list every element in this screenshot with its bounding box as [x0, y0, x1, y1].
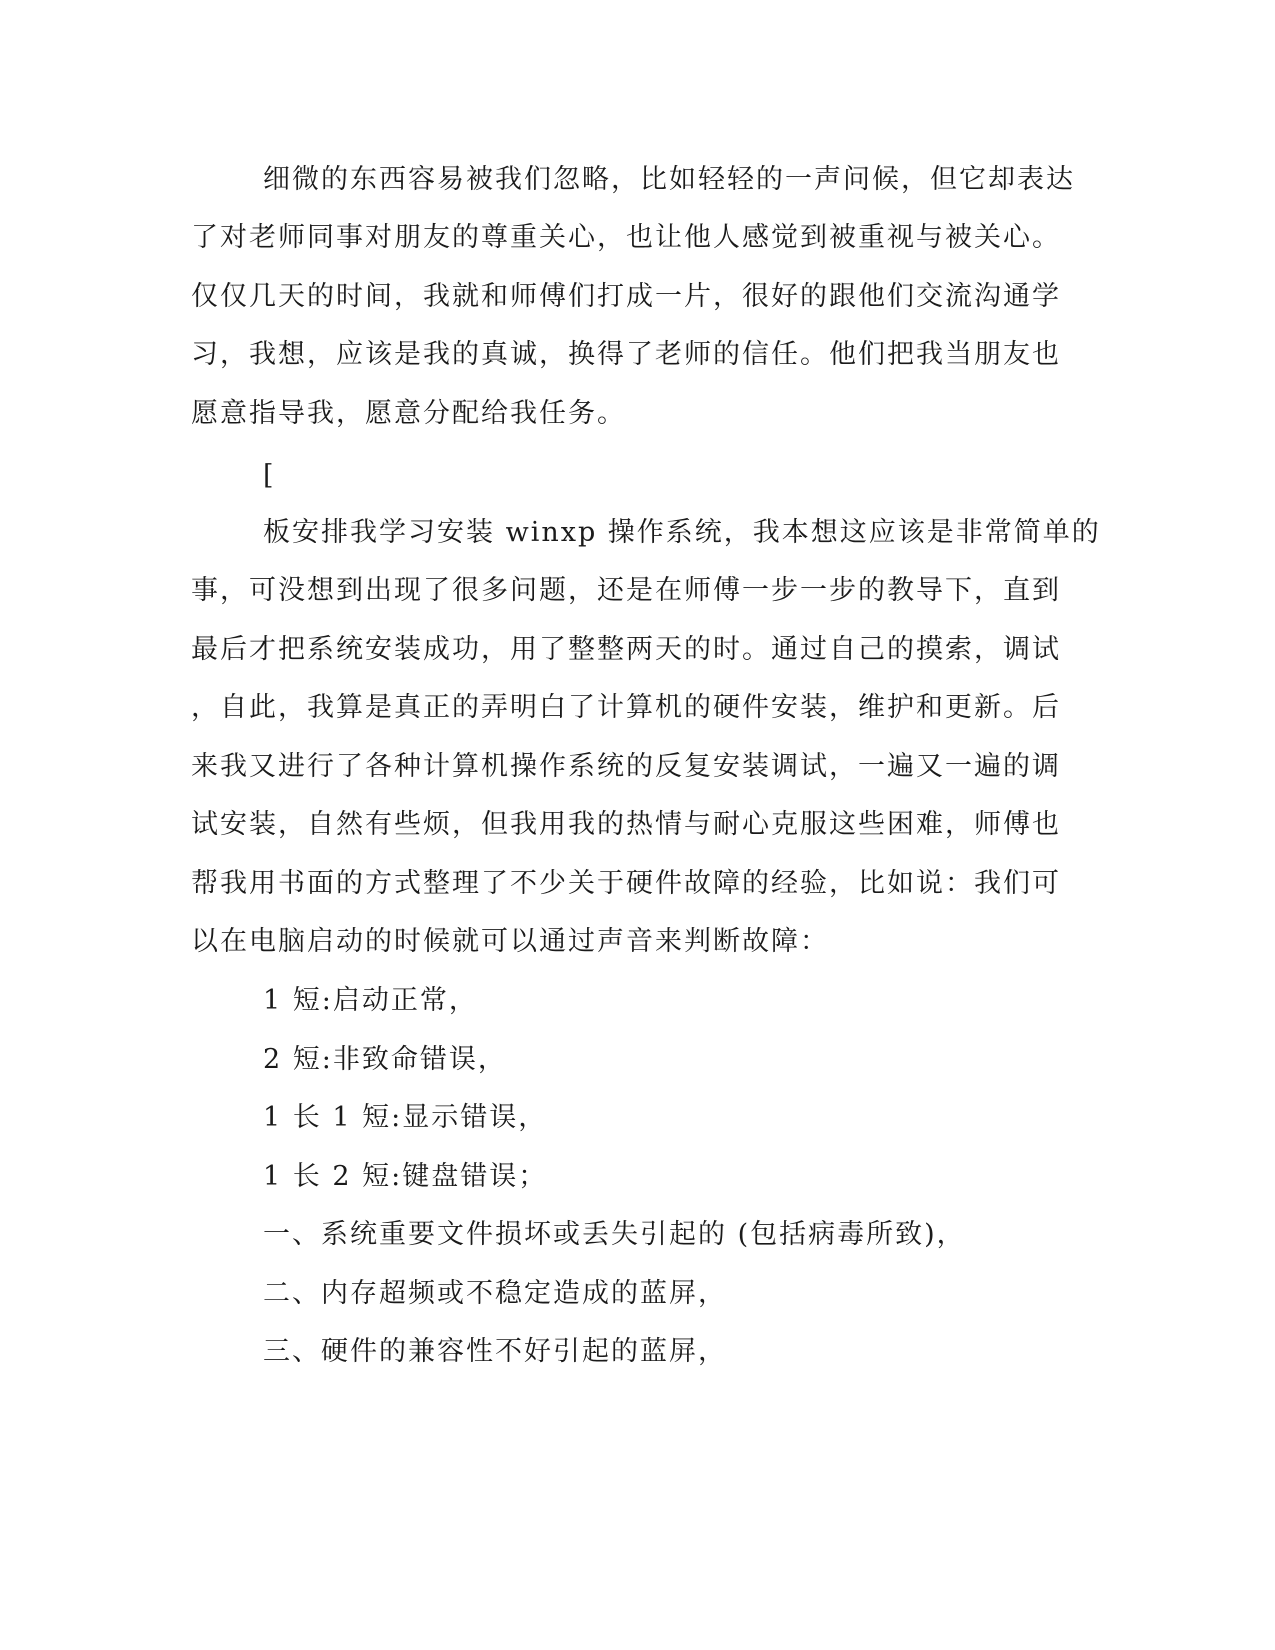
list-item: 二、内存超频或不稳定造成的蓝屏， [263, 1278, 727, 1309]
paragraph-line: 帮我用书面的方式整理了不少关于硬件故障的经验，比如说：我们可 [191, 868, 1061, 899]
paragraph-line: 来我又进行了各种计算机操作系统的反复安装调试，一遍又一遍的调 [191, 751, 1061, 782]
paragraph-line: ，自此，我算是真正的弄明白了计算机的硬件安装，维护和更新。后 [191, 692, 1061, 723]
list-item: 1 短:启动正常， [263, 985, 478, 1016]
paragraph-line: 习，我想，应该是我的真诚，换得了老师的信任。他们把我当朋友也 [191, 339, 1061, 370]
paragraph-line: 愿意指导我，愿意分配给我任务。 [191, 398, 626, 429]
list-item: 三、硬件的兼容性不好引起的蓝屏， [263, 1336, 727, 1367]
paragraph-line: 最后才把系统安装成功，用了整整两天的时。通过自己的摸索，调试 [191, 634, 1061, 665]
list-item: 1 长 1 短:显示错误， [263, 1102, 548, 1133]
bracket-line: [ [263, 460, 276, 491]
list-item: 2 短:非致命错误， [263, 1044, 507, 1075]
paragraph-line: 事，可没想到出现了很多问题，还是在师傅一步一步的教导下，直到 [191, 575, 1061, 606]
paragraph-line: 仅仅几天的时间，我就和师傅们打成一片，很好的跟他们交流沟通学 [191, 281, 1061, 312]
paragraph-line: 细微的东西容易被我们忽略，比如轻轻的一声问候，但它却表达 [263, 164, 1075, 195]
list-item: 一、系统重要文件损坏或丢失引起的 (包括病毒所致)， [263, 1219, 966, 1250]
paragraph-line: 以在电脑启动的时候就可以通过声音来判断故障： [191, 926, 829, 957]
paragraph-line: 试安装，自然有些烦，但我用我的热情与耐心克服这些困难，师傅也 [191, 809, 1061, 840]
paragraph-line: 了对老师同事对朋友的尊重关心，也让他人感觉到被重视与被关心。 [191, 222, 1061, 253]
list-item: 1 长 2 短:键盘错误； [263, 1161, 548, 1192]
paragraph-line: 板安排我学习安装 winxp 操作系统，我本想这应该是非常简单的 [263, 517, 1101, 548]
